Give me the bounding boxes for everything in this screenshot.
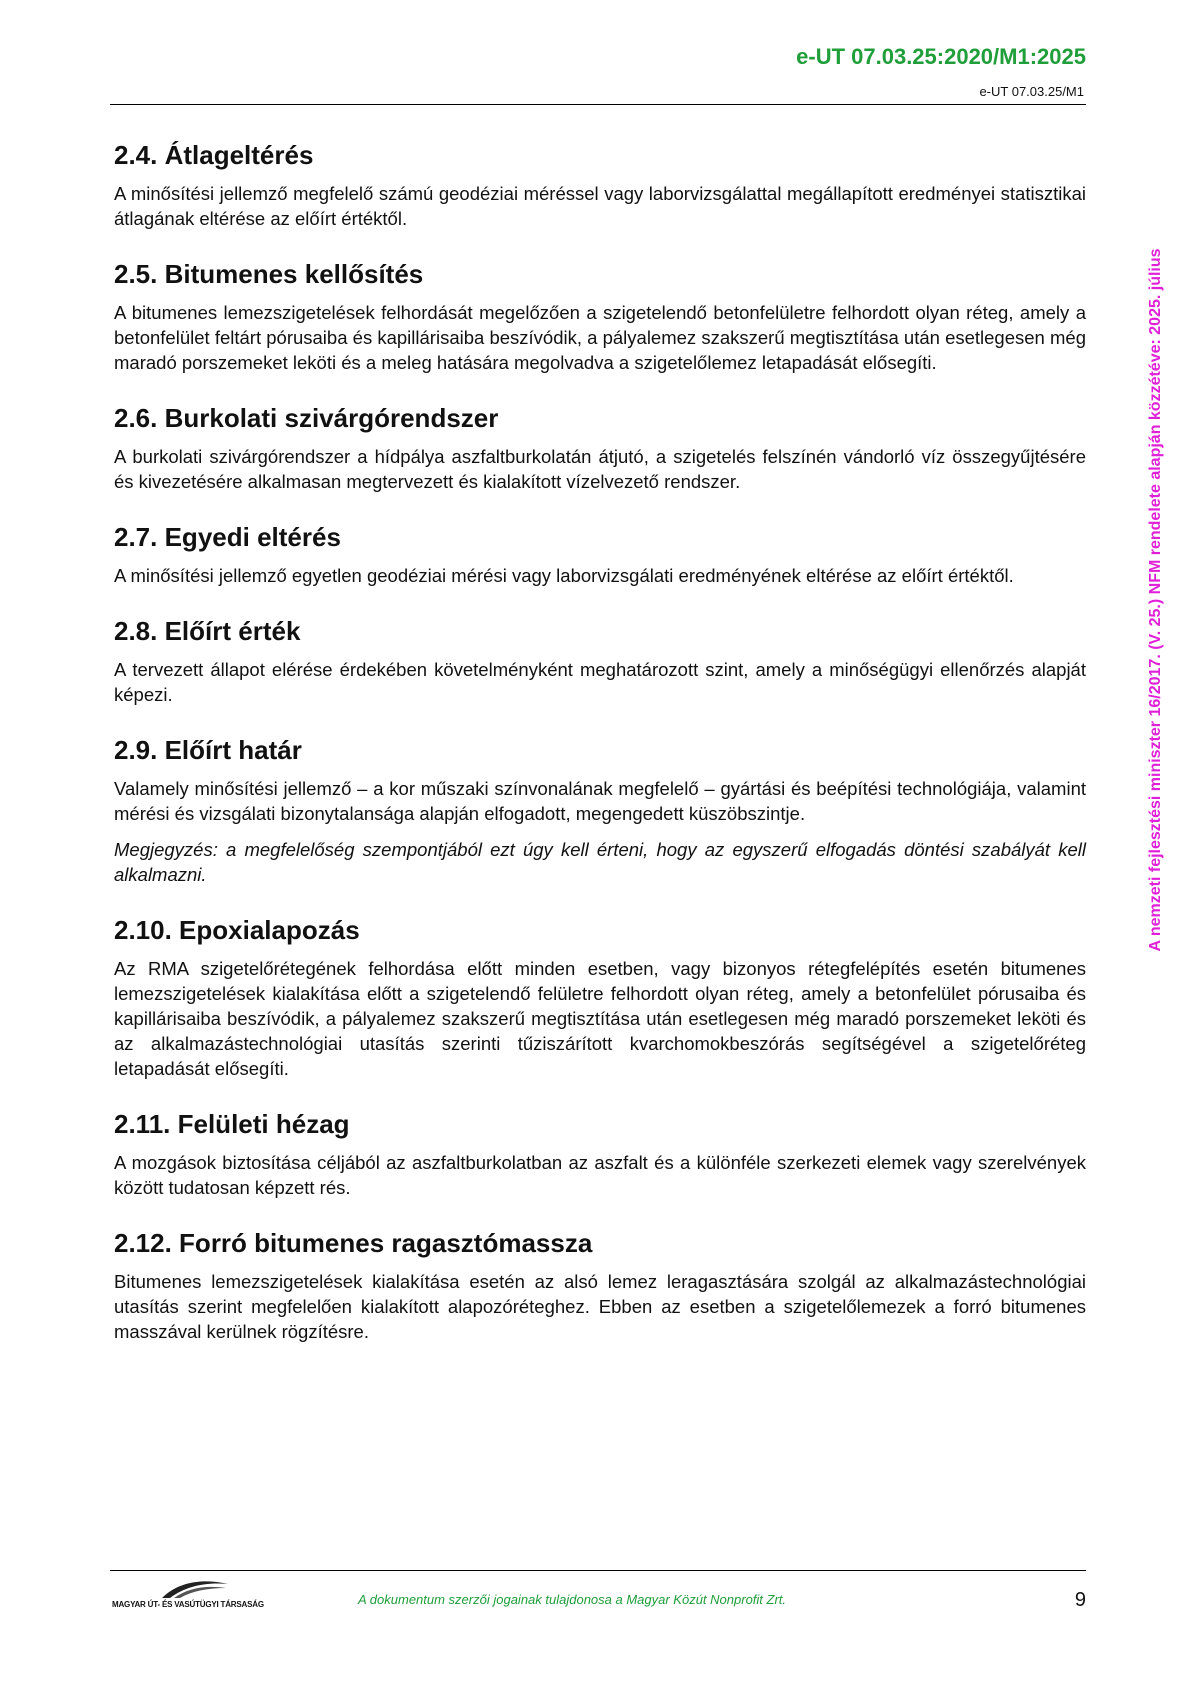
logo-text: MAGYAR ÚT- ÉS VASÚTÜGYI TÁRSASÁG (112, 1600, 264, 1609)
section-heading: 2.4. Átlageltérés (114, 140, 314, 170)
society-logo (112, 1576, 262, 1616)
section-body: A tervezett állapot elérése érdekében követelményként meghatározott szint, amely a minőségügyi ellenőrzés alapját képezi. (114, 659, 1086, 705)
section-2-12 (114, 1227, 1086, 1344)
publication-side-note: A nemzeti fejlesztési miniszter 16/2017. (V. 25.) NFM rendelete alapján közzétéve: 2025. július (1147, 248, 1164, 952)
section-2-4 (114, 139, 1086, 231)
section-body: Az RMA szigetelőrétegének felhordása előtt minden esetben, vagy bizonyos rétegfelépítés esetén bitumenes lemezszigetelések kialakítása előtt a szigetelendő felületre felhordott olyan réteg, amely a betonfelület pórusaiba és kapillárisaiba beszívódik, a pályalemez szakszerű megtisztítása után esetlegesen még maradó porszemeket leköti és az alkalmazástechnológiai utasítás szerinti tűziszárított kvarchomokbeszórás segítségével a szigetelőréteg letapadását elősegíti. (114, 958, 1086, 1079)
section-2-8 (114, 615, 1086, 707)
section-heading: 2.7. Egyedi eltérés (114, 522, 341, 552)
section-heading: 2.5. Bitumenes kellősítés (114, 259, 424, 289)
section-2-6 (114, 402, 1086, 494)
section-body: Valamely minősítési jellemző – a kor műszaki színvonalának megfelelő – gyártási és beépítési technológiája, valamint mérési és vizsgálati bizonytalansága alapján elfogadott, megengedett küszöbszintje. (114, 778, 1086, 824)
section-note: Megjegyzés: a megfelelőség szempontjából ezt úgy kell érteni, hogy az egyszerű elfogadás döntési szabályát kell alkalmazni. (114, 839, 1086, 885)
road-swoosh-icon (160, 1576, 230, 1600)
section-body: A bitumenes lemezszigetelések felhordását megelőzően a szigetelendő betonfelületre felhordott olyan réteg, amely a betonfelület feltárt pórusaiba és kapillárisaiba beszívódik, a pályalemez szakszerű megtisztítása után esetlegesen még maradó porszemeket leköti és a meleg hatására megolvadva a szigetelőlemez letapadását elősegíti. (114, 302, 1086, 373)
copyright-notice: A dokumentum szerzői jogainak tulajdonosa a Magyar Közút Nonprofit Zrt. (358, 1592, 787, 1607)
section-2-9 (114, 734, 1086, 887)
section-heading: 2.8. Előírt érték (114, 616, 301, 646)
section-heading: 2.11. Felületi hézag (114, 1109, 350, 1139)
main-content (114, 139, 1086, 1371)
section-body: A minősítési jellemző megfelelő számú geodéziai méréssel vagy laborvizsgálattal megállapított eredményei statisztikai átlagának eltérése az előírt értéktől. (114, 183, 1086, 229)
section-heading: 2.9. Előírt határ (114, 735, 302, 765)
document-code: e-UT 07.03.25:2020/M1:2025 (796, 44, 1086, 69)
section-heading: 2.6. Burkolati szivárgórendszer (114, 403, 499, 433)
section-body: Bitumenes lemezszigetelések kialakítása esetén az alsó lemez leragasztására szolgál az alkalmazástechnológiai utasítás szerint megfelelően kialakított alapozóréteghez. Ebben az esetben a szigetelőlemezek a forró bitumenes masszával kerülnek rögzítésre. (114, 1271, 1086, 1342)
section-heading: 2.12. Forró bitumenes ragasztómassza (114, 1228, 593, 1258)
document-short-code: e-UT 07.03.25/M1 (979, 84, 1084, 99)
header-divider (110, 104, 1086, 105)
section-heading: 2.10. Epoxialapozás (114, 915, 360, 945)
section-2-5 (114, 258, 1086, 375)
section-2-11 (114, 1108, 1086, 1200)
section-body: A minősítési jellemző egyetlen geodéziai mérési vagy laborvizsgálati eredményének eltérése az előírt értéktől. (114, 565, 1014, 586)
section-2-7 (114, 521, 1086, 588)
section-body: A mozgások biztosítása céljából az aszfaltburkolatban az aszfalt és a különféle szerkezeti elemek vagy szerelvények között tudatosan képzett rés. (114, 1152, 1086, 1198)
page-number: 9 (1074, 1589, 1086, 1611)
section-2-10 (114, 914, 1086, 1081)
footer-divider (110, 1570, 1086, 1571)
section-body: A burkolati szivárgórendszer a hídpálya aszfaltburkolatán átjutó, a szigetelés felszínén vándorló víz összegyűjtésére és kivezetésére alkalmasan megtervezett és kialakított vízelvezető rendszer. (114, 446, 1086, 492)
